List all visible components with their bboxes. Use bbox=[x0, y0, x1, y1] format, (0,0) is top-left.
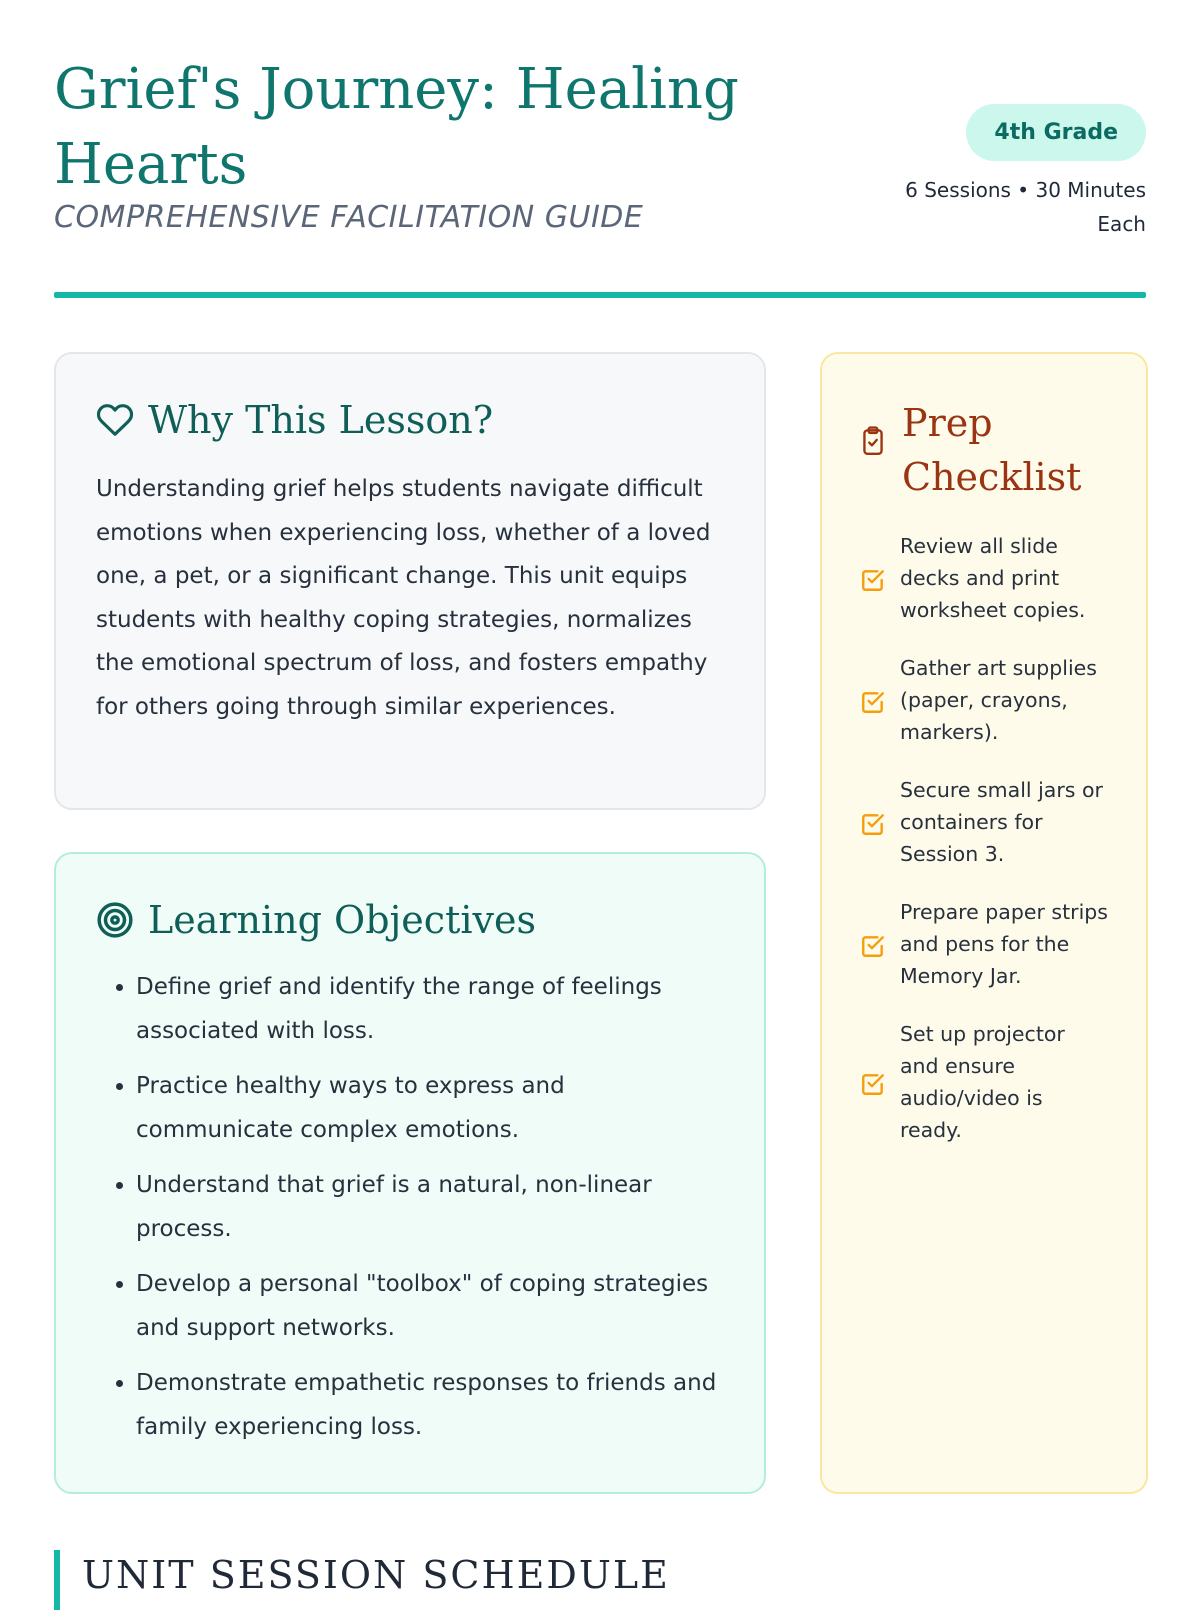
objectives-heading: Learning Objectives bbox=[148, 898, 536, 942]
checkbox-checked-icon bbox=[860, 778, 886, 870]
page-title: Grief's Journey: Healing Hearts bbox=[54, 57, 739, 197]
checklist-item bbox=[860, 1018, 1108, 1146]
target-icon bbox=[96, 901, 134, 939]
checklist-item bbox=[860, 896, 1108, 992]
session-meta: 6 Sessions • 30 Minutes Each bbox=[905, 178, 1146, 236]
checkbox-checked-icon bbox=[860, 900, 886, 992]
header-meta-block bbox=[856, 104, 1146, 241]
checklist-item-text: Gather art supplies (paper, crayons, markers). bbox=[900, 656, 1097, 744]
checklist-item-text: Secure small jars or containers for Session 3. bbox=[900, 778, 1103, 866]
clipboard-check-icon bbox=[860, 426, 886, 456]
checklist-item-text: Prepare paper strips and pens for the Memory Jar. bbox=[900, 900, 1108, 988]
checkbox-checked-icon bbox=[860, 534, 886, 626]
prep-heading: Prep Checklist bbox=[902, 401, 1082, 499]
objectives-list bbox=[96, 966, 724, 1449]
header-divider bbox=[54, 292, 1146, 298]
prep-checklist-card bbox=[820, 352, 1148, 1494]
checklist-item bbox=[860, 652, 1108, 748]
page-header bbox=[54, 52, 1146, 296]
prep-list bbox=[860, 530, 1108, 1146]
schedule-section-header bbox=[54, 1550, 670, 1610]
objective-item: • Define grief and identify the range of feelings associated with loss. bbox=[136, 966, 724, 1053]
checkbox-checked-icon bbox=[860, 1022, 886, 1146]
why-body: Understanding grief helps students navigate difficult emotions when experiencing loss, whether of a loved one, a pet, or a significant change. This unit equips students with healthy coping strategies, normalizes the emotional spectrum of loss, and fosters empathy for others going through similar experiences. bbox=[96, 476, 711, 720]
why-this-lesson-card bbox=[54, 352, 766, 810]
learning-objectives-card bbox=[54, 852, 766, 1494]
objective-item: • Demonstrate empathetic responses to friends and family experiencing loss. bbox=[136, 1362, 724, 1449]
page-subtitle: COMPREHENSIVE FACILITATION GUIDE bbox=[54, 200, 644, 235]
grade-badge: 4th Grade bbox=[966, 104, 1146, 161]
why-heading: Why This Lesson? bbox=[148, 398, 494, 442]
objective-item: • Understand that grief is a natural, non-linear process. bbox=[136, 1164, 724, 1251]
checkbox-checked-icon bbox=[860, 656, 886, 748]
schedule-heading: UNIT SESSION SCHEDULE bbox=[82, 1553, 670, 1597]
checklist-item bbox=[860, 774, 1108, 870]
objective-item: • Practice healthy ways to express and communicate complex emotions. bbox=[136, 1065, 724, 1152]
checklist-item-text: Set up projector and ensure audio/video is ready. bbox=[900, 1022, 1065, 1142]
checklist-item bbox=[860, 530, 1108, 626]
heart-icon bbox=[96, 401, 134, 439]
objective-item: • Develop a personal "toolbox" of coping strategies and support networks. bbox=[136, 1263, 724, 1350]
checklist-item-text: Review all slide decks and print worksheet copies. bbox=[900, 534, 1086, 622]
